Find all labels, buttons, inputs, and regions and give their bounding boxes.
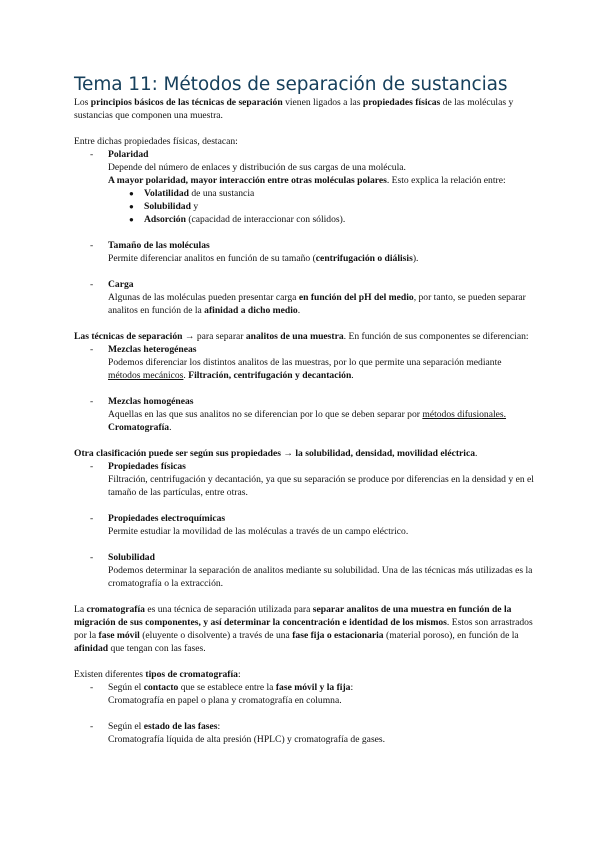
list-item-fisicas xyxy=(74,460,534,499)
bold-text: afinidad a dicho medio xyxy=(204,305,298,316)
bold-text: estado de las fases xyxy=(143,721,218,732)
text: . xyxy=(169,422,172,433)
item-description: Filtración, centrifugación y decantación, ya que su separación se produce por diferencias en la densidad y en el tamaño de las partículas, entre otras. xyxy=(108,474,534,498)
text: Según el xyxy=(108,721,144,732)
bullet-marker: ● xyxy=(129,202,134,211)
text: La xyxy=(74,604,87,615)
text: , por tanto, se pueden separar analitos en función de la xyxy=(108,292,526,316)
item-description: Permite estudiar la movilidad de las moléculas a través de un campo eléctrico. xyxy=(108,526,409,537)
item-heading: Solubilidad xyxy=(108,552,155,563)
dash-marker: - xyxy=(90,240,94,251)
text: Podemos diferenciar los distintos analitos de las muestras, por lo que permite una separación mediante xyxy=(108,357,502,368)
text: que se establece entre la xyxy=(178,682,276,693)
list-item-heterogeneas xyxy=(74,343,534,382)
text: . xyxy=(351,370,354,381)
dash-marker: - xyxy=(90,513,94,524)
text: → para separar xyxy=(182,331,246,342)
bold-text: Filtración, centrifugación y decantación xyxy=(188,370,352,381)
bold-text: cromatografía xyxy=(86,604,145,615)
text: (eluyente o disolvente) a través de una xyxy=(139,630,293,641)
dash-marker: - xyxy=(90,682,94,693)
properties-intro: Entre dichas propiedades físicas, destacan: xyxy=(74,136,238,147)
chromatography-paragraph xyxy=(74,603,534,655)
underlined-text: métodos difusionales. xyxy=(422,409,507,420)
bold-text: centrifugación o diálisis xyxy=(315,253,413,264)
dash-marker: - xyxy=(90,344,94,355)
text: y xyxy=(190,201,199,212)
list-item-estado xyxy=(74,720,534,746)
text: Algunas de las moléculas pueden presentar carga xyxy=(108,292,299,303)
text: . Estos son arrastrados por la xyxy=(74,617,533,641)
dash-marker: - xyxy=(90,552,94,563)
techniques-paragraph xyxy=(74,330,534,343)
bold-text: en función del pH del medio xyxy=(298,292,414,303)
text: Según el xyxy=(108,682,144,693)
text: Existen diferentes xyxy=(74,669,146,680)
bold-text: principios básicos de las técnicas de separación xyxy=(90,97,283,108)
document-page xyxy=(74,74,534,746)
item-heading: Propiedades físicas xyxy=(108,461,186,472)
item-description: Cromatografía líquida de alta presión (HPLC) y cromatografía de gases. xyxy=(108,734,386,745)
bold-text: Cromatografía xyxy=(108,422,170,433)
classification-paragraph xyxy=(74,447,534,460)
item-heading: Mezclas heterogéneas xyxy=(108,344,197,355)
text: (capacidad de interaccionar con sólidos). xyxy=(185,214,346,225)
bold-text: Las técnicas de separación xyxy=(74,331,183,342)
list-item-solubilidad xyxy=(74,551,534,590)
intro-paragraph xyxy=(74,96,534,122)
dash-marker: - xyxy=(90,461,94,472)
text: ). xyxy=(412,253,419,264)
item-description xyxy=(108,356,534,382)
page-title: Tema 11: Métodos de separación de sustancias xyxy=(74,74,508,95)
bullet-marker: ● xyxy=(129,189,134,198)
text: de una sustancia xyxy=(188,188,255,199)
sublist-item xyxy=(74,213,534,226)
dash-marker: - xyxy=(90,149,94,160)
bold-text: Adsorción xyxy=(144,214,186,225)
text: : xyxy=(350,682,354,693)
item-description xyxy=(108,291,534,317)
item-heading: Propiedades electroquímicas xyxy=(108,513,226,524)
item-description xyxy=(108,408,534,434)
bold-text: analitos de una muestra xyxy=(245,331,344,342)
item-description: Podemos determinar la separación de analitos mediante su solubilidad. Una de las técnicas más utilizadas es la cromatografía o la extracción. xyxy=(108,565,533,589)
list-item-polaridad xyxy=(74,148,534,187)
item-description: Cromatografía en papel o plana y cromatografía en columna. xyxy=(108,695,342,706)
text: Los xyxy=(74,97,91,108)
text: . xyxy=(475,448,478,459)
text: . Esto explica la relación entre: xyxy=(386,175,506,186)
text: : xyxy=(237,669,241,680)
bold-text: A mayor polaridad, mayor interacción entre otras moléculas polares xyxy=(108,175,387,186)
bold-text: fase móvil y la fija xyxy=(275,682,351,693)
item-description xyxy=(108,252,534,265)
bold-text: separar analitos de una muestra en función de la migración de sus componentes, y así determinar la concentración e identidad de los mismos xyxy=(74,604,512,628)
bold-text: contacto xyxy=(143,682,179,693)
text: es una técnica de separación utilizada para xyxy=(144,604,313,615)
bold-text: afinidad xyxy=(74,643,109,654)
item-heading: Mezclas homogéneas xyxy=(108,396,194,407)
list-item-carga xyxy=(74,278,534,317)
item-heading xyxy=(108,681,534,694)
text: vienen ligados a las xyxy=(282,97,363,108)
dash-marker: - xyxy=(90,279,94,290)
item-heading: Polaridad xyxy=(108,149,149,160)
text: (material poroso), en función de la xyxy=(383,630,519,641)
sublist-item xyxy=(74,187,534,200)
list-item-homogeneas xyxy=(74,395,534,434)
bold-text: tipos de cromatografía xyxy=(145,669,238,680)
bullet-marker: ● xyxy=(129,215,134,224)
list-item-tamano xyxy=(74,239,534,265)
types-paragraph xyxy=(74,668,534,681)
list-item-contacto xyxy=(74,681,534,707)
text: de las moléculas y sustancias que componen una muestra. xyxy=(74,97,514,121)
dash-marker: - xyxy=(90,396,94,407)
item-heading: Tamaño de las moléculas xyxy=(108,240,210,251)
bold-text: Volatilidad xyxy=(144,188,189,199)
text: Permite diferenciar analitos en función de su tamaño ( xyxy=(108,253,316,264)
bold-text: fase móvil xyxy=(98,630,140,641)
underlined-text: métodos mecánicos xyxy=(108,370,184,381)
text: Aquellas en las que sus analitos no se diferencian por lo que se deben separar por xyxy=(108,409,423,420)
text: . xyxy=(297,305,301,316)
text: . En función de sus componentes se diferencian: xyxy=(343,331,529,342)
bold-text: Solubilidad xyxy=(144,201,191,212)
item-heading xyxy=(108,720,534,733)
item-heading: Carga xyxy=(108,279,134,290)
text: . xyxy=(183,370,189,381)
item-relation xyxy=(108,174,534,187)
bold-text: Otra clasificación puede ser según sus propiedades → la solubilidad, densidad, movilidad eléctrica xyxy=(74,448,476,459)
text: que tengan con las fases. xyxy=(108,643,206,654)
dash-marker: - xyxy=(90,721,94,732)
item-description: Depende del número de enlaces y distribución de sus cargas de una molécula. xyxy=(108,162,406,173)
list-item-electroquimicas xyxy=(74,512,534,538)
sublist-item xyxy=(74,200,534,213)
text: : xyxy=(217,721,221,732)
bold-text: fase fija o estacionaria xyxy=(292,630,384,641)
bold-text: propiedades físicas xyxy=(362,97,441,108)
